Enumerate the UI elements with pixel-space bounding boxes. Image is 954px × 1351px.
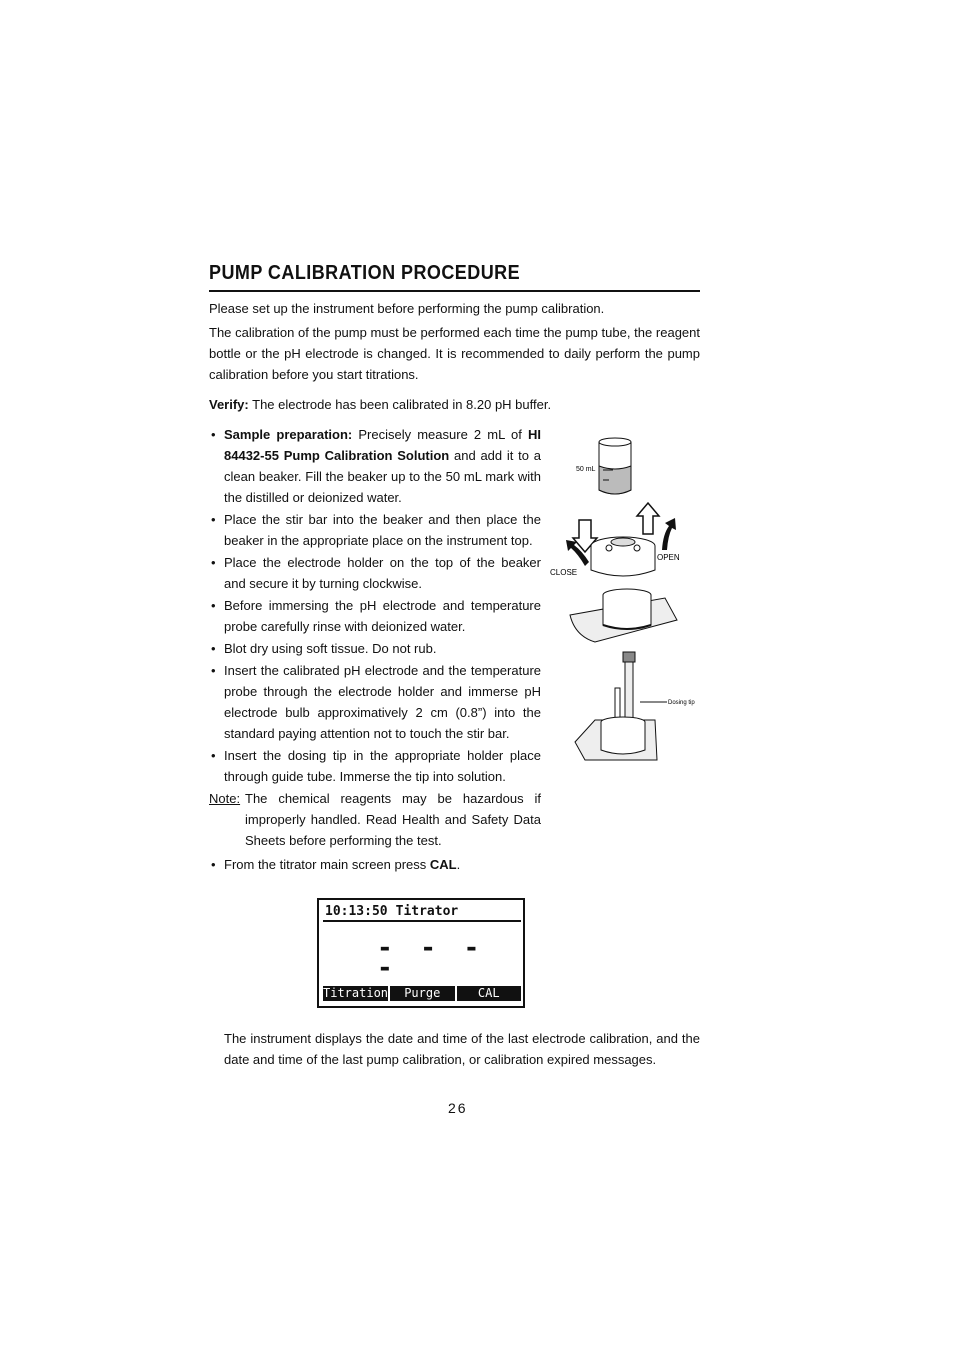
list-item-text: Blot dry using soft tissue. Do not rub. xyxy=(224,641,437,656)
close-label: CLOSE xyxy=(550,568,578,577)
mark-label: 50 mL xyxy=(576,466,596,473)
list-item xyxy=(209,552,541,594)
note-text: The chemical reagents may be hazardous if improperly handled. Read Health and Safety Data Sheets before performing the test. xyxy=(245,791,541,848)
lcd-time: 10:13:50 xyxy=(325,904,388,919)
list-item xyxy=(209,854,541,875)
safety-note xyxy=(209,788,541,851)
bullet-icon: • xyxy=(211,512,216,527)
list-item-text: Before immersing the pH electrode and temperature probe carefully rinse with deionized water. xyxy=(224,598,541,634)
list-item-text: Insert the dosing tip in the appropriate holder place through guide tube. Immerse the tip into solution. xyxy=(224,748,541,784)
sample-prep-label: Sample preparation: xyxy=(224,427,353,442)
beaker-icon xyxy=(599,438,631,494)
setup-illustration xyxy=(545,430,705,770)
dosing-tip-label: Dosing tip xyxy=(668,700,695,706)
intro-paragraph-2: The calibration of the pump must be performed each time the pump tube, the reagent bottle or the pH electrode is changed. It is recommended to daily perform the pump calibration before you start titrations. xyxy=(209,325,700,382)
softkey-cal[interactable]: CAL xyxy=(457,986,521,1001)
list-item-text: Place the stir bar into the beaker and then place the beaker in the appropriate place on the instrument top. xyxy=(224,512,541,548)
verify-line xyxy=(209,394,700,415)
lcd-softkeys xyxy=(323,986,521,1001)
press-text: From the titrator main screen press xyxy=(224,857,430,872)
title-rule xyxy=(209,290,700,292)
list-item xyxy=(209,660,541,744)
bullet-icon: • xyxy=(211,663,216,678)
list-item xyxy=(209,595,541,637)
outro-paragraph: The instrument displays the date and time of the last electrode calibration, and the date and time of the last pump calibration, or calibration expired messages. xyxy=(224,1031,700,1067)
electrode-holder-icon xyxy=(591,537,655,576)
list-item xyxy=(209,745,541,787)
bullet-icon: • xyxy=(211,598,216,613)
lcd-screen xyxy=(317,898,525,1008)
procedure-list xyxy=(209,424,541,876)
bullet-icon: • xyxy=(211,857,216,872)
sample-prep-text: Precisely measure 2 mL of xyxy=(352,427,528,442)
lcd-mode-name: Titrator xyxy=(395,904,459,919)
up-arrow-icon xyxy=(637,503,659,534)
bullet-icon: • xyxy=(211,641,216,656)
press-end: . xyxy=(456,857,461,872)
bullet-icon: • xyxy=(211,555,216,570)
rotate-open-arrow-icon xyxy=(662,518,676,550)
bullet-icon: • xyxy=(211,748,216,763)
list-item-text: Insert the calibrated pH electrode and the temperature probe through the electrode holder and immerse pH electrode bulb approximatively 2 cm (0.8”) into the standard paying attention not to touch the stir bar. xyxy=(224,663,541,741)
list-item xyxy=(209,424,541,508)
solution-name: HI 84432-55 Pump Calibration Solution xyxy=(224,427,541,463)
page-title: PUMP CALIBRATION PROCEDURE xyxy=(209,262,521,284)
open-label: OPEN xyxy=(657,553,680,562)
list-item xyxy=(209,509,541,551)
softkey-purge[interactable]: Purge xyxy=(390,986,454,1001)
intro-paragraph-1: Please set up the instrument before performing the pump calibration. xyxy=(209,301,605,316)
bullet-icon: • xyxy=(211,427,216,442)
lcd-reading: - - - - xyxy=(377,933,486,983)
softkey-titration[interactable]: Titration xyxy=(323,986,389,1000)
verify-label: Verify: xyxy=(209,397,249,412)
verify-text: The electrode has been calibrated in 8.20 pH buffer. xyxy=(248,397,552,412)
electrode-assembly-icon xyxy=(575,652,667,760)
list-item-text: Place the electrode holder on the top of the beaker and secure it by turning clockwise. xyxy=(224,555,541,591)
note-label: Note: xyxy=(209,791,241,806)
lcd-header xyxy=(323,903,521,922)
list-item xyxy=(209,638,541,659)
cal-key-label: CAL xyxy=(429,857,457,872)
instrument-top-icon xyxy=(570,589,677,642)
page-number: 26 xyxy=(448,1100,468,1116)
sample-prep-text-2: and add it to a clean beaker. Fill the beaker up to the 50 mL mark with the distilled or deionized water. xyxy=(224,448,541,505)
